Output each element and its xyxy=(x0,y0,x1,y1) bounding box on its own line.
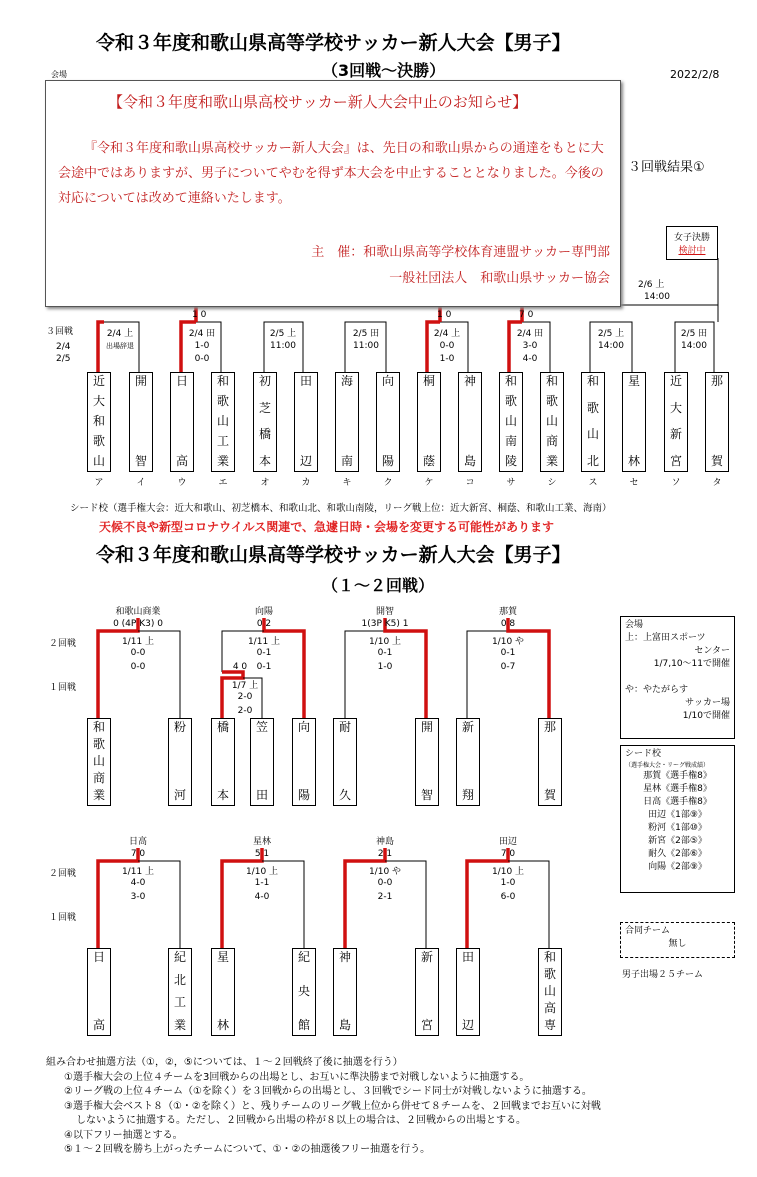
final-match-time: 14:00 xyxy=(644,292,670,302)
round3-score-2: 1 0 xyxy=(437,310,452,320)
team-name: 向 陽 xyxy=(381,374,394,469)
seed-line: 向陽《2部⑨》 xyxy=(648,862,707,872)
round3-match-line1: 11:00 xyxy=(270,341,296,351)
bracket-line1: 0-0 xyxy=(130,648,146,658)
team-box xyxy=(292,718,316,806)
bracket-winner: 那賀 xyxy=(498,607,517,617)
venue-line: や：やたがらす xyxy=(625,685,689,695)
page-title: 令和３年度和歌山県高等学校サッカー新人大会【男子】 xyxy=(96,32,571,54)
seed-panel-subtitle: （選手権大会・リーグ戦成績） xyxy=(625,762,710,769)
seed-panel-title: シード校 xyxy=(625,749,662,759)
team-name: 和 歌 山 南 陵 xyxy=(504,374,517,469)
bracket-winner: 星林 xyxy=(252,837,271,847)
final-label: 女子決勝 xyxy=(673,233,710,243)
team-code: タ xyxy=(712,478,722,488)
team-code: キ xyxy=(342,478,352,488)
bracket-winner: 向陽 xyxy=(254,607,273,617)
notice-organizer-2: 一般社団法人 和歌山県サッカー協会 xyxy=(389,271,610,286)
team-box xyxy=(415,718,439,806)
team-code: ケ xyxy=(424,478,434,488)
round3-match-date: 2/4 田 xyxy=(188,329,216,339)
team-box xyxy=(211,948,235,1036)
round3-match-date: 2/4 田 xyxy=(516,329,544,339)
bracket-score: 0 8 xyxy=(500,619,516,629)
bracket-date: 1/10 や xyxy=(368,867,402,877)
section2-subtitle: （１～２回戦） xyxy=(322,576,435,595)
joint-team-panel xyxy=(620,922,735,958)
round3-match-line1: 0-0 xyxy=(439,341,455,351)
bracket-winner: 開智 xyxy=(375,607,394,617)
round3-match-date: 2/4 上 xyxy=(433,329,461,339)
round3-label: ３回戦 xyxy=(46,327,74,337)
bracket-score: 1(3P K5) 1 xyxy=(361,619,409,629)
participants-label: 男子出場２５チーム xyxy=(622,970,704,980)
team-box xyxy=(333,718,357,806)
round3-match-date: 2/5 田 xyxy=(352,329,380,339)
note-line: ②リーグ戦の上位４チーム（①を除く）を３回戦からの出場とし、３回戦でシード同士が対戦しないように抽選する。 xyxy=(64,1086,592,1097)
bracket-score: 5 1 xyxy=(254,849,270,859)
team-code: ア xyxy=(94,478,104,488)
round3-match-line2: 1-0 xyxy=(439,354,455,364)
bracket-score: 7 0 xyxy=(500,849,516,859)
team-name: 和 歌 山 工 業 xyxy=(216,374,229,469)
round3-match-line1: 11:00 xyxy=(353,341,379,351)
team-name: 初 芝 橋 本 xyxy=(258,374,271,469)
team-name: 星 林 xyxy=(627,374,640,469)
team-code: カ xyxy=(301,478,311,488)
team-box xyxy=(456,718,480,806)
team-code: セ xyxy=(629,478,639,488)
venue-line xyxy=(625,671,730,684)
team-code: ソ xyxy=(671,478,681,488)
bracket-date: 1/10 上 xyxy=(368,637,402,647)
seed-line: 新宮《2部⑤》 xyxy=(648,836,707,846)
team-box xyxy=(333,948,357,1036)
round2-label-bottom: ２回戦 xyxy=(49,869,77,879)
seed-line: 星林《選手権8》 xyxy=(643,784,712,794)
venue-panel-title: 会場 xyxy=(625,620,644,630)
round3-result-label: ３回戦結果① xyxy=(628,160,705,175)
venue-line: 上：上富田スポーツ xyxy=(625,633,706,643)
team-code: シ xyxy=(547,478,557,488)
round3-match-date: 2/4 上 xyxy=(106,329,134,339)
round3-match-date: 2/5 上 xyxy=(269,329,297,339)
bracket-winner: 日高 xyxy=(128,837,147,847)
team-code: エ xyxy=(218,478,228,488)
bracket-date: 1/10 や xyxy=(491,637,525,647)
joint-team-title: 合同チーム xyxy=(625,926,671,936)
team-name: 耐 久 xyxy=(338,720,351,803)
round3-match-line2: 4-0 xyxy=(522,354,538,364)
team-box xyxy=(538,948,562,1036)
note-line: ①選手権大会の上位４チームを3回戦からの出場とし、お互いに準決勝まで対戦しないように抽選する。 xyxy=(64,1071,530,1083)
bracket-score: 2 1 xyxy=(377,849,393,859)
team-name: 那 賀 xyxy=(543,720,556,803)
round3-match-date: 2/5 上 xyxy=(597,329,625,339)
round3-date-2: 2/5 xyxy=(56,354,71,364)
bracket-score: 0 (4P K3) 0 xyxy=(113,619,163,629)
bracket-winner: 神島 xyxy=(375,837,394,847)
bracket-line2: 3-0 xyxy=(130,892,146,902)
team-name: 開 智 xyxy=(420,720,433,803)
round3-date-1: 2/4 xyxy=(56,342,71,352)
team-name: 日 高 xyxy=(92,950,105,1033)
round1-line1: 2-0 xyxy=(237,692,253,702)
team-code: イ xyxy=(136,478,146,488)
team-code: ス xyxy=(588,478,598,488)
bracket-winner: 和歌山商業 xyxy=(115,607,161,617)
bracket-line2: 0-1 xyxy=(256,662,272,672)
notice-body: 『令和３年度和歌山県高校サッカー新人大会』は、先日の和歌山県からの通達をもとに大会途中ではありますが、男子についてやむを得ず本大会を中止することとなりました。今後の対応については改めて連絡いたします。 xyxy=(58,141,604,206)
note-line: しないように抽選する。ただし、２回戦から出場の枠が８以上の場合は、２回戦からの出場とする。 xyxy=(76,1115,526,1126)
team-name: 開 智 xyxy=(134,374,147,469)
team-name: 和 歌 山 北 xyxy=(586,374,599,469)
round3-match-line1: 14:00 xyxy=(681,341,707,351)
bracket-line1: 1-1 xyxy=(254,878,270,888)
team-code: ウ xyxy=(177,478,187,488)
seed-note: シード校（選手権大会：近大和歌山、初芝橋本、和歌山北、和歌山南陵，リーグ戦上位：近大新宮、桐蔭、和歌山工業、海南） xyxy=(70,503,612,514)
bracket-line1: 0-1 xyxy=(256,648,272,658)
bracket-date: 1/11 上 xyxy=(121,637,155,647)
seed-panel xyxy=(620,745,735,893)
bracket-line2: 2-1 xyxy=(377,892,393,902)
team-name: 海 南 xyxy=(340,374,353,469)
team-code: コ xyxy=(465,478,475,488)
bracket-date: 1/11 上 xyxy=(247,637,281,647)
note-line: ③選手権大会ベスト８（①・②を除く）と、残りチームのリーグ戦上位から併せて８チームを、２回戦までお互いに対戦 xyxy=(64,1100,601,1112)
team-box xyxy=(456,948,480,1036)
warning-note: 天候不良や新型コロナウイルス関連で、急遽日時・会場を変更する可能性があります xyxy=(99,520,555,534)
bracket-line1: 4-0 xyxy=(130,878,146,888)
page-subtitle: （3回戦～決勝） xyxy=(322,61,446,80)
bracket-score: 7 0 xyxy=(130,849,146,859)
team-box xyxy=(87,948,111,1036)
team-box xyxy=(168,948,192,1036)
team-name: 笠 田 xyxy=(255,720,268,803)
round1-label-top: １回戦 xyxy=(49,683,77,693)
team-name: 和 歌 山 高 専 xyxy=(543,950,556,1033)
bracket-line2: 6-0 xyxy=(500,892,516,902)
team-box xyxy=(538,718,562,806)
team-name: 神 島 xyxy=(463,374,476,469)
team-name: 新 宮 xyxy=(420,950,433,1033)
team-code: サ xyxy=(506,478,516,488)
team-box xyxy=(168,718,192,806)
note-line: 組み合わせ抽選方法（①，②，⑤については、１～２回戦終了後に抽選を行う） xyxy=(46,1057,403,1068)
note-line: ⑤１～２回戦を勝ち上がったチームについて、①・②の抽選後フリー抽選を行う。 xyxy=(64,1144,431,1155)
seed-line: 耐久《2部⑥》 xyxy=(648,849,707,859)
team-code: オ xyxy=(260,478,270,488)
team-name: 桐 蔭 xyxy=(422,374,435,469)
round3-score-3: 7 0 xyxy=(519,310,534,320)
round1-label-bottom: １回戦 xyxy=(49,913,77,923)
team-name: 和 歌 山 商 業 xyxy=(92,720,105,803)
round3-score-1: 1 0 xyxy=(192,310,207,320)
bracket-date: 1/10 上 xyxy=(491,867,525,877)
bracket-date: 1/10 上 xyxy=(245,867,279,877)
round3-match-line1: 3-0 xyxy=(522,341,538,351)
section2-title: 令和３年度和歌山県高等学校サッカー新人大会【男子】 xyxy=(96,544,571,566)
seed-line: 粉河《1部⑩》 xyxy=(648,823,707,833)
final-match-date: 2/6 上 xyxy=(638,280,665,290)
bracket-line1: 0-0 xyxy=(377,878,393,888)
notice-organizer-1: 主 催：和歌山県高等学校体育連盟サッカー専門部 xyxy=(311,245,610,260)
venue-line: 1/10で開催 xyxy=(682,711,730,721)
venue-label: 会場 xyxy=(51,70,67,79)
bracket-line2: 1-0 xyxy=(377,662,393,672)
team-code: ク xyxy=(383,478,393,488)
bracket-winner: 田辺 xyxy=(498,837,517,847)
bracket-line1: 1-0 xyxy=(500,878,516,888)
round3-match-line2: 0-0 xyxy=(194,354,210,364)
joint-team-value: 無し xyxy=(668,939,687,949)
bracket-line1: 0-1 xyxy=(377,648,393,658)
team-box xyxy=(292,948,316,1036)
bracket-date: 1/11 上 xyxy=(121,867,155,877)
team-name: 星 林 xyxy=(216,950,229,1033)
notice-title: 【令和３年度和歌山県高校サッカー新人大会中止のお知らせ】 xyxy=(108,93,528,111)
round1-line2: 2-0 xyxy=(237,706,253,716)
team-name: 日 高 xyxy=(175,374,188,469)
venue-panel xyxy=(620,616,735,739)
team-name: 田 辺 xyxy=(461,950,474,1033)
bracket-line1: 0-1 xyxy=(500,648,516,658)
team-name: 那 賀 xyxy=(710,374,723,469)
team-box xyxy=(211,718,235,806)
round3-match-date: 2/5 田 xyxy=(680,329,708,339)
round3-match-line1: 14:00 xyxy=(598,341,624,351)
seed-line: 日高《選手権8》 xyxy=(643,797,712,807)
round2-label-top: ２回戦 xyxy=(49,639,77,649)
team-name: 新 翔 xyxy=(461,720,474,803)
team-name: 神 島 xyxy=(338,950,351,1033)
notes-block xyxy=(46,1056,601,1158)
team-box xyxy=(87,718,111,806)
team-box xyxy=(415,948,439,1036)
final-status: 検討中 xyxy=(678,246,706,256)
team-name: 近 大 和 歌 山 xyxy=(92,374,105,469)
seed-line: 田辺《1部⑨》 xyxy=(648,810,707,820)
team-name: 橋 本 xyxy=(216,720,229,803)
team-name: 和 歌 山 商 業 xyxy=(545,374,558,469)
venue-line: センター xyxy=(694,646,730,656)
team-name: 紀 央 館 xyxy=(297,950,310,1033)
team-name: 向 陽 xyxy=(297,720,310,803)
round3-match-line1: 1-0 xyxy=(194,341,210,351)
team-name: 粉 河 xyxy=(173,720,186,803)
team-name: 田 辺 xyxy=(299,374,312,469)
venue-line: サッカー場 xyxy=(685,698,730,708)
round1-score: 4 0 xyxy=(232,662,248,672)
note-line: ④以下フリー抽選とする。 xyxy=(64,1129,183,1141)
date-label: 2022/2/8 xyxy=(670,68,720,81)
team-name: 紀 北 工 業 xyxy=(173,950,186,1033)
bracket-line2: 4-0 xyxy=(254,892,270,902)
team-name: 近 大 新 宮 xyxy=(669,374,682,469)
venue-line: 1/7,10～11で開催 xyxy=(653,659,730,669)
bracket-line2: 0-0 xyxy=(130,662,146,672)
bracket-line2: 0-7 xyxy=(500,662,516,672)
team-box xyxy=(250,718,274,806)
seed-line: 那賀《選手権8》 xyxy=(643,771,712,781)
round1-date: 1/7 上 xyxy=(231,681,259,691)
round3-match-line1: 出場辞退 xyxy=(106,342,134,350)
bracket-score: 0 2 xyxy=(256,619,272,629)
